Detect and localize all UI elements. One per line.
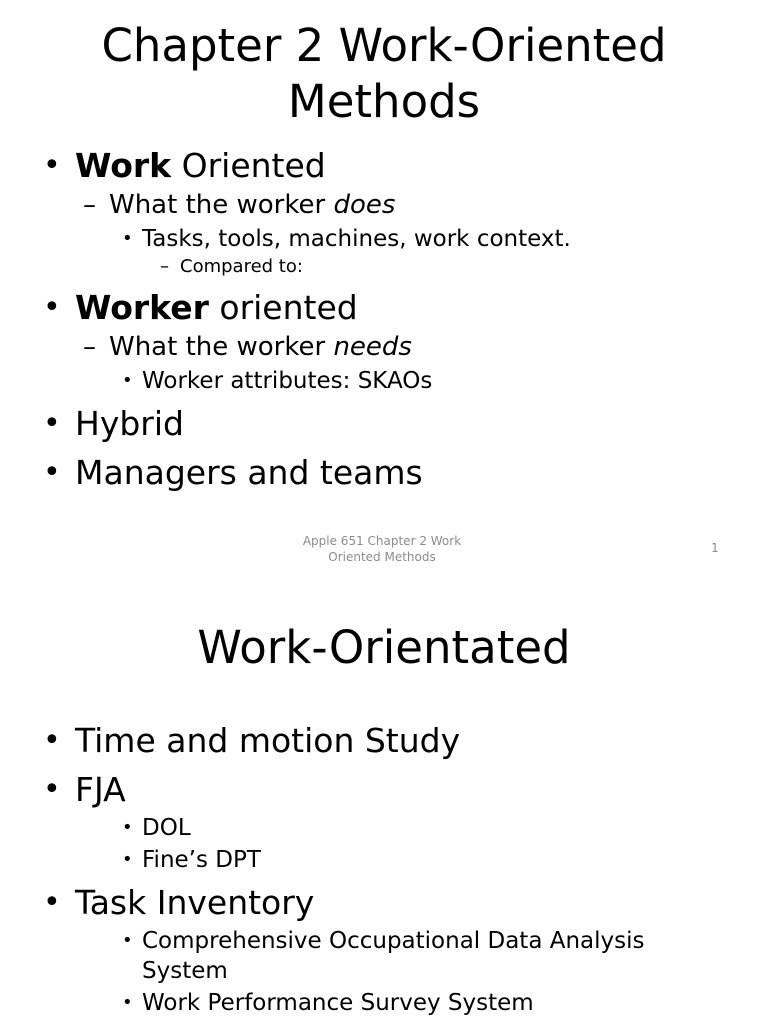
bullet-text: Time and motion Study — [75, 721, 461, 760]
bullet-item — [0, 452, 768, 494]
bullet-icon: • — [122, 992, 133, 1013]
bullet-icon: • — [122, 817, 133, 838]
bullet-text: Task Inventory — [75, 883, 315, 922]
bullet-item — [0, 926, 732, 986]
dash-icon: – — [83, 190, 96, 220]
bullet-list — [0, 713, 768, 1018]
bullet-item — [0, 224, 732, 254]
bullet-item — [0, 769, 768, 811]
bullet-icon: • — [122, 930, 133, 951]
bullet-text: What the worker — [109, 332, 334, 362]
bullet-icon: • — [43, 406, 61, 441]
bullet-item — [0, 366, 732, 396]
slide-footer: Apple 651 Chapter 2 Work Oriented Methods — [302, 534, 462, 564]
bullet-item — [0, 403, 768, 445]
bullet-text: Fine’s DPT — [142, 847, 261, 873]
dash-icon: – — [83, 332, 96, 362]
bullet-icon: • — [43, 772, 61, 807]
bullet-text: Hybrid — [75, 404, 184, 443]
bullet-text: oriented — [208, 288, 358, 327]
slide-title — [0, 18, 768, 130]
bullet-text: FJA — [75, 770, 126, 809]
bullet-bold-text: Work — [75, 146, 172, 185]
bullet-item — [0, 145, 768, 187]
bullet-text: Work Performance Survey System — [142, 990, 534, 1016]
bullet-item — [0, 882, 768, 924]
bullet-item — [0, 188, 768, 222]
bullet-item — [0, 988, 732, 1018]
dash-icon: – — [160, 256, 169, 277]
slide-title-line-1: Chapter 2 Work-Oriented — [101, 19, 667, 72]
bullet-text: What the worker — [109, 190, 334, 220]
bullet-text: Managers and teams — [75, 453, 423, 492]
bullet-icon: • — [43, 723, 61, 758]
bullet-item — [0, 330, 768, 364]
bullet-icon: • — [43, 885, 61, 920]
bullet-item — [0, 720, 768, 762]
bullet-icon: • — [122, 228, 133, 249]
bullet-list — [0, 138, 768, 494]
bullet-italic-text: needs — [333, 332, 412, 362]
slide-title-line-2: Methods — [287, 75, 481, 128]
slide-2 — [0, 580, 768, 1024]
slide-title: Work-Orientated — [197, 621, 571, 674]
bullet-item — [0, 845, 732, 875]
bullet-text: Tasks, tools, machines, work context. — [142, 226, 571, 252]
bullet-item — [0, 813, 732, 843]
page-number: 1 — [711, 541, 719, 555]
bullet-icon: • — [43, 455, 61, 490]
bullet-icon: • — [122, 370, 133, 391]
bullet-icon: • — [122, 849, 133, 870]
bullet-italic-text: does — [333, 190, 396, 220]
bullet-text: Comprehensive Occupational Data Analysis System — [142, 928, 645, 984]
bullet-text: Worker attributes: SKAOs — [142, 368, 433, 394]
bullet-text: Compared to: — [180, 256, 303, 277]
bullet-text: Oriented — [171, 146, 326, 185]
bullet-item — [0, 287, 768, 329]
bullet-icon: • — [43, 148, 61, 183]
bullet-icon: • — [43, 290, 61, 325]
bullet-text: DOL — [142, 815, 191, 841]
bullet-item — [0, 254, 768, 280]
bullet-bold-text: Worker — [75, 288, 209, 327]
